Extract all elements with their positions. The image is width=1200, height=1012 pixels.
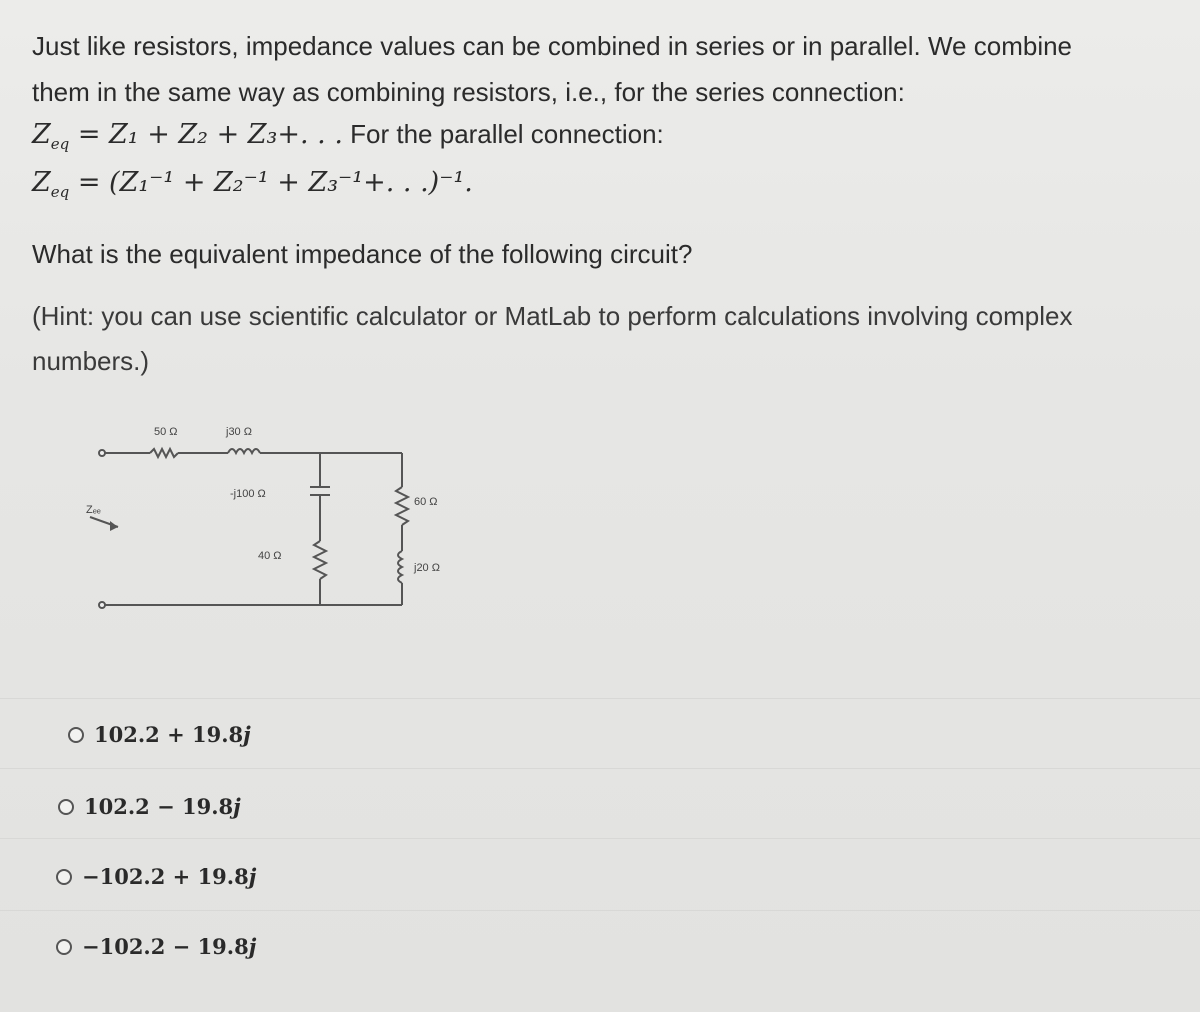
- option-1[interactable]: [68, 722, 251, 747]
- divider-1: [0, 768, 1200, 769]
- radio-button[interactable]: [56, 869, 72, 885]
- right-resistor-label: 60 Ω: [414, 496, 438, 508]
- hint-line-2: numbers.): [32, 346, 150, 376]
- right-inductor-label: j20 Ω: [414, 562, 440, 574]
- series-resistor-symbol: [150, 449, 178, 457]
- radio-button[interactable]: [58, 799, 74, 815]
- option-4-label: −102.2 − 19.8j: [82, 934, 257, 959]
- mid-resistor-symbol: [314, 541, 326, 579]
- hint-line-1: (Hint: you can use scientific calculator or MatLab to perform calculations involving complex: [32, 301, 1073, 331]
- mid-resistor-label: 40 Ω: [258, 550, 282, 562]
- series-resistor-label: 50 Ω: [154, 426, 178, 438]
- series-inductor-label: j30 Ω: [226, 426, 252, 438]
- option-2[interactable]: [58, 794, 241, 819]
- divider-3: [0, 910, 1200, 911]
- option-3-label: −102.2 + 19.8j: [82, 864, 257, 889]
- circuit-diagram: [80, 405, 500, 635]
- question-line-1: Just like resistors, impedance values can be combined in series or in parallel. We combine: [32, 31, 1073, 61]
- bottom-terminal: [99, 602, 105, 608]
- top-terminal: [99, 450, 105, 456]
- parallel-formula-line: [32, 166, 473, 208]
- parallel-formula: $Z_{eq} = (Z_1^{-1} + Z_2^{-1} + Z_3^{-1}+$. . .)⁻¹.: [32, 167, 473, 201]
- capacitor-label: -j100 Ω: [230, 488, 266, 500]
- option-1-label: 102.2 + 19.8j: [94, 722, 251, 747]
- parallel-intro: For the parallel connection:: [350, 119, 664, 149]
- series-formula: $Z_{eq} = Z_1 + Z_2 + Z_3+$. . .: [32, 119, 343, 153]
- question-line-2: them in the same way as combining resistors, i.e., for the series connection:: [32, 77, 905, 107]
- radio-button[interactable]: [68, 727, 84, 743]
- series-inductor-symbol: [228, 449, 260, 453]
- series-formula-line: [32, 118, 664, 160]
- question-prompt: What is the equivalent impedance of the following circuit?: [32, 239, 693, 269]
- option-4[interactable]: [56, 934, 256, 959]
- option-2-label: 102.2 − 19.8j: [84, 794, 241, 819]
- option-3[interactable]: [56, 864, 256, 889]
- radio-button[interactable]: [56, 939, 72, 955]
- divider-top: [0, 698, 1200, 699]
- right-inductor-symbol: [398, 551, 402, 583]
- input-impedance-label: Zₑₑ: [86, 504, 101, 516]
- divider-2: [0, 838, 1200, 839]
- right-resistor-symbol: [396, 487, 408, 525]
